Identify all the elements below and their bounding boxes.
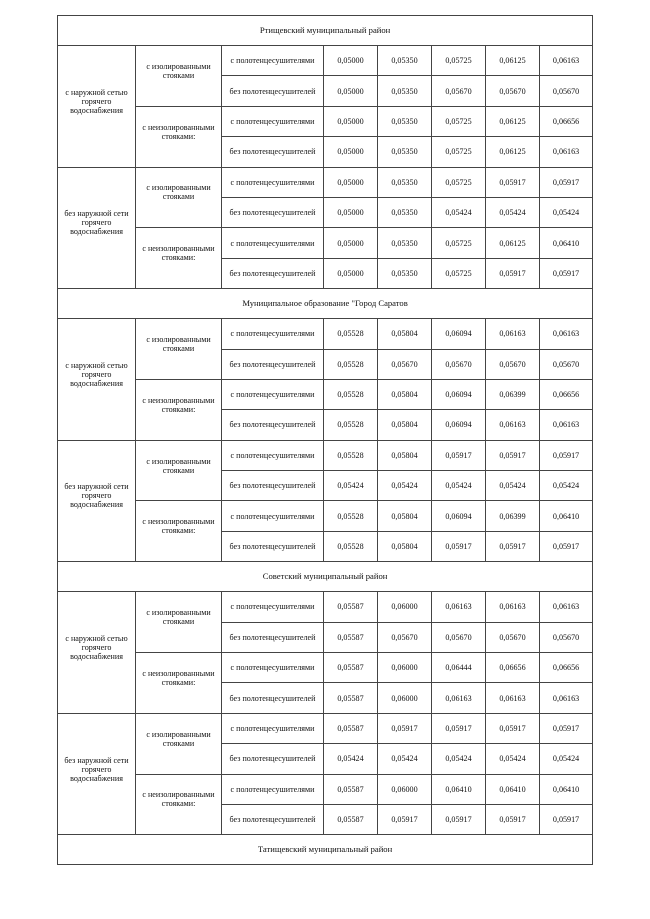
riser-type-cell — [136, 774, 222, 835]
norm-value-cell: 0,06000 — [378, 774, 432, 804]
towel-dryer-cell — [222, 592, 324, 622]
towel-dryer-label: с полотенцесушителями — [230, 116, 315, 126]
norm-value-cell: 0,05000 — [324, 258, 378, 288]
norm-value-cell: 0,05350 — [378, 46, 432, 76]
towel-dryer-cell — [222, 653, 324, 683]
towel-dryer-cell — [222, 713, 324, 743]
towel-dryer-cell — [222, 379, 324, 409]
network-type-cell — [58, 440, 136, 562]
riser-type-label: с изолированными стояками — [146, 729, 211, 748]
norm-value-cell: 0,05670 — [432, 349, 486, 379]
network-type-cell — [58, 46, 136, 168]
norm-value-cell: 0,05350 — [378, 106, 432, 136]
norm-value-cell: 0,05670 — [540, 349, 593, 379]
norm-value-cell: 0,05725 — [432, 228, 486, 258]
norm-value-cell: 0,06163 — [540, 46, 593, 76]
norm-value-cell: 0,05725 — [432, 137, 486, 167]
riser-type-label: с неизолированными стояками: — [142, 244, 215, 263]
towel-dryer-cell — [222, 804, 324, 834]
norm-value-cell: 0,05917 — [486, 167, 540, 197]
riser-type-label: с изолированными стояками — [146, 456, 211, 475]
norm-value-cell: 0,06163 — [432, 592, 486, 622]
norm-value-cell: 0,06163 — [540, 137, 593, 167]
norm-value-cell: 0,05917 — [432, 440, 486, 470]
norm-value-cell: 0,06094 — [432, 410, 486, 440]
norm-value-cell: 0,05804 — [378, 440, 432, 470]
norm-value-cell: 0,05917 — [486, 804, 540, 834]
towel-dryer-label: с полотенцесушителями — [230, 724, 315, 733]
towel-dryer-label: с полотенцесушителями — [230, 329, 315, 339]
towel-dryer-cell — [222, 137, 324, 167]
norm-value-cell: 0,05528 — [324, 319, 378, 349]
norm-value-cell: 0,06656 — [540, 653, 593, 683]
norm-value-cell: 0,06163 — [486, 410, 540, 440]
towel-dryer-label: без полотенцесушителей — [229, 359, 316, 369]
towel-dryer-cell — [222, 167, 324, 197]
norm-value-cell: 0,06163 — [486, 592, 540, 622]
towel-dryer-cell — [222, 440, 324, 470]
norm-value-cell: 0,06125 — [486, 137, 540, 167]
norm-value-cell: 0,06410 — [432, 774, 486, 804]
norm-value-cell: 0,06094 — [432, 319, 486, 349]
region-header: Ртищевский муниципальный район — [58, 16, 593, 46]
norm-value-cell: 0,05350 — [378, 167, 432, 197]
riser-type-cell — [136, 501, 222, 562]
norm-value-cell: 0,06410 — [486, 774, 540, 804]
norm-value-cell: 0,06163 — [486, 319, 540, 349]
towel-dryer-label: с полотенцесушителями — [230, 238, 315, 248]
norm-value-cell: 0,05528 — [324, 349, 378, 379]
norm-value-cell: 0,06000 — [378, 683, 432, 713]
norm-value-cell: 0,06163 — [540, 592, 593, 622]
towel-dryer-cell — [222, 501, 324, 531]
tariff-table — [57, 15, 593, 865]
towel-dryer-cell — [222, 622, 324, 652]
towel-dryer-label: без полотенцесушителей — [229, 693, 316, 703]
table-row — [58, 592, 593, 622]
norm-value-cell: 0,06410 — [540, 501, 593, 531]
region-header-row — [58, 289, 593, 319]
norm-value-cell: 0,05350 — [378, 258, 432, 288]
norm-value-cell: 0,05917 — [432, 531, 486, 561]
norm-value-cell: 0,05917 — [486, 440, 540, 470]
table-row — [58, 228, 593, 258]
norm-value-cell: 0,06410 — [540, 228, 593, 258]
towel-dryer-cell — [222, 46, 324, 76]
towel-dryer-cell — [222, 683, 324, 713]
table-row — [58, 774, 593, 804]
norm-value-cell: 0,06094 — [432, 379, 486, 409]
norm-value-cell: 0,05587 — [324, 713, 378, 743]
towel-dryer-cell — [222, 258, 324, 288]
norm-value-cell: 0,06656 — [540, 106, 593, 136]
towel-dryer-cell — [222, 471, 324, 501]
norm-value-cell: 0,05917 — [540, 713, 593, 743]
norm-value-cell: 0,05587 — [324, 653, 378, 683]
norm-value-cell: 0,05917 — [378, 713, 432, 743]
norm-value-cell: 0,05804 — [378, 379, 432, 409]
norm-value-cell: 0,05424 — [378, 471, 432, 501]
riser-type-label: с неизолированными стояками: — [142, 668, 215, 687]
riser-type-cell — [136, 106, 222, 167]
norm-value-cell: 0,06000 — [378, 653, 432, 683]
towel-dryer-label: без полотенцесушителей — [229, 632, 316, 642]
norm-value-cell: 0,05917 — [486, 258, 540, 288]
norm-value-cell: 0,05000 — [324, 46, 378, 76]
norm-value-cell: 0,05000 — [324, 197, 378, 227]
norm-value-cell: 0,05424 — [486, 744, 540, 774]
towel-dryer-cell — [222, 106, 324, 136]
norm-value-cell: 0,05424 — [324, 471, 378, 501]
towel-dryer-cell — [222, 410, 324, 440]
norm-value-cell: 0,05587 — [324, 774, 378, 804]
norm-value-cell: 0,06094 — [432, 501, 486, 531]
network-type-label: с наружной сетью горячего водоснабжения — [65, 634, 128, 662]
riser-type-label: с неизолированными стояками: — [142, 122, 215, 141]
network-type-cell — [58, 167, 136, 289]
norm-value-cell: 0,05917 — [432, 804, 486, 834]
table-row — [58, 46, 593, 76]
towel-dryer-label: с полотенцесушителями — [230, 663, 315, 673]
norm-value-cell: 0,05917 — [540, 440, 593, 470]
norm-value-cell: 0,05350 — [378, 137, 432, 167]
norm-value-cell: 0,05725 — [432, 106, 486, 136]
norm-value-cell: 0,05670 — [432, 622, 486, 652]
norm-value-cell: 0,05424 — [540, 471, 593, 501]
region-header: Татищевский муниципальный район — [58, 835, 593, 865]
region-header: Советский муниципальный район — [58, 562, 593, 592]
towel-dryer-cell — [222, 197, 324, 227]
norm-value-cell: 0,05587 — [324, 622, 378, 652]
norm-value-cell: 0,05670 — [486, 622, 540, 652]
norm-value-cell: 0,06444 — [432, 653, 486, 683]
norm-value-cell: 0,05804 — [378, 501, 432, 531]
riser-type-cell — [136, 592, 222, 653]
norm-value-cell: 0,05000 — [324, 76, 378, 106]
riser-type-label: с изолированными стояками — [146, 183, 211, 202]
network-type-label: без наружной сети горячего водоснабжения — [64, 482, 129, 510]
riser-type-cell — [136, 46, 222, 107]
towel-dryer-label: без полотенцесушителей — [229, 542, 316, 552]
network-type-label: с наружной сетью горячего водоснабжения — [65, 87, 128, 115]
norm-value-cell: 0,06163 — [540, 319, 593, 349]
norm-value-cell: 0,05670 — [432, 76, 486, 106]
towel-dryer-label: с полотенцесушителями — [230, 602, 315, 612]
towel-dryer-label: без полотенцесушителей — [229, 208, 316, 218]
towel-dryer-label: без полотенцесушителей — [229, 754, 316, 764]
norm-value-cell: 0,06163 — [540, 410, 593, 440]
riser-type-cell — [136, 653, 222, 714]
tariff-table-body — [58, 16, 593, 865]
norm-value-cell: 0,05917 — [540, 167, 593, 197]
towel-dryer-label: без полотенцесушителей — [229, 86, 316, 96]
riser-type-label: с изолированными стояками — [146, 61, 211, 80]
norm-value-cell: 0,06125 — [486, 46, 540, 76]
norm-value-cell: 0,05528 — [324, 440, 378, 470]
norm-value-cell: 0,05587 — [324, 592, 378, 622]
norm-value-cell: 0,05350 — [378, 76, 432, 106]
region-header-row — [58, 835, 593, 865]
norm-value-cell: 0,06656 — [486, 653, 540, 683]
table-row — [58, 106, 593, 136]
towel-dryer-label: с полотенцесушителями — [230, 450, 315, 460]
riser-type-cell — [136, 713, 222, 774]
norm-value-cell: 0,06000 — [378, 592, 432, 622]
riser-type-cell — [136, 440, 222, 501]
network-type-label: с наружной сетью горячего водоснабжения — [65, 360, 128, 388]
network-type-cell — [58, 319, 136, 441]
norm-value-cell: 0,05000 — [324, 106, 378, 136]
norm-value-cell: 0,05917 — [432, 713, 486, 743]
norm-value-cell: 0,05528 — [324, 531, 378, 561]
towel-dryer-cell — [222, 774, 324, 804]
towel-dryer-label: без полотенцесушителей — [229, 420, 316, 430]
table-row — [58, 653, 593, 683]
norm-value-cell: 0,05587 — [324, 683, 378, 713]
riser-type-cell — [136, 228, 222, 289]
norm-value-cell: 0,06656 — [540, 379, 593, 409]
towel-dryer-cell — [222, 319, 324, 349]
norm-value-cell: 0,06410 — [540, 774, 593, 804]
norm-value-cell: 0,06163 — [540, 683, 593, 713]
region-header-row — [58, 562, 593, 592]
towel-dryer-cell — [222, 228, 324, 258]
norm-value-cell: 0,05725 — [432, 167, 486, 197]
table-row — [58, 713, 593, 743]
norm-value-cell: 0,05424 — [540, 744, 593, 774]
norm-value-cell: 0,05000 — [324, 137, 378, 167]
norm-value-cell: 0,06163 — [486, 683, 540, 713]
norm-value-cell: 0,05670 — [486, 349, 540, 379]
region-header: Муниципальное образование "Город Саратов — [58, 289, 593, 319]
norm-value-cell: 0,05528 — [324, 410, 378, 440]
norm-value-cell: 0,05350 — [378, 228, 432, 258]
riser-type-cell — [136, 167, 222, 228]
riser-type-label: с неизолированными стояками: — [142, 517, 215, 536]
norm-value-cell: 0,05000 — [324, 228, 378, 258]
norm-value-cell: 0,05000 — [324, 167, 378, 197]
norm-value-cell: 0,05804 — [378, 410, 432, 440]
norm-value-cell: 0,05424 — [486, 197, 540, 227]
towel-dryer-label: без полотенцесушителей — [229, 481, 316, 491]
norm-value-cell: 0,05670 — [540, 622, 593, 652]
towel-dryer-cell — [222, 76, 324, 106]
norm-value-cell: 0,05917 — [540, 531, 593, 561]
norm-value-cell: 0,05587 — [324, 804, 378, 834]
network-type-cell — [58, 592, 136, 714]
table-row — [58, 167, 593, 197]
towel-dryer-label: с полотенцесушителями — [230, 56, 315, 66]
norm-value-cell: 0,05917 — [540, 804, 593, 834]
norm-value-cell: 0,05424 — [324, 744, 378, 774]
network-type-cell — [58, 713, 136, 835]
riser-type-cell — [136, 319, 222, 380]
riser-type-label: с неизолированными стояками: — [142, 790, 215, 809]
riser-type-cell — [136, 379, 222, 440]
towel-dryer-label: с полотенцесушителями — [230, 390, 315, 400]
norm-value-cell: 0,05424 — [432, 744, 486, 774]
towel-dryer-label: без полотенцесушителей — [229, 147, 316, 157]
norm-value-cell: 0,06399 — [486, 379, 540, 409]
norm-value-cell: 0,05424 — [540, 197, 593, 227]
norm-value-cell: 0,05424 — [378, 744, 432, 774]
norm-value-cell: 0,05670 — [378, 349, 432, 379]
table-row — [58, 501, 593, 531]
norm-value-cell: 0,05528 — [324, 379, 378, 409]
towel-dryer-cell — [222, 531, 324, 561]
norm-value-cell: 0,05917 — [378, 804, 432, 834]
norm-value-cell: 0,05725 — [432, 46, 486, 76]
towel-dryer-cell — [222, 349, 324, 379]
norm-value-cell: 0,05670 — [378, 622, 432, 652]
norm-value-cell: 0,05424 — [432, 197, 486, 227]
norm-value-cell: 0,05804 — [378, 319, 432, 349]
table-row — [58, 379, 593, 409]
table-row — [58, 440, 593, 470]
norm-value-cell: 0,05424 — [486, 471, 540, 501]
table-row — [58, 319, 593, 349]
norm-value-cell: 0,05670 — [540, 76, 593, 106]
norm-value-cell: 0,05670 — [486, 76, 540, 106]
norm-value-cell: 0,05725 — [432, 258, 486, 288]
towel-dryer-label: с полотенцесушителями — [230, 177, 315, 187]
norm-value-cell: 0,05917 — [486, 531, 540, 561]
norm-value-cell: 0,05350 — [378, 197, 432, 227]
network-type-label: без наружной сети горячего водоснабжения — [64, 209, 129, 237]
network-type-label: без наружной сети горячего водоснабжения — [64, 755, 129, 783]
norm-value-cell: 0,06163 — [432, 683, 486, 713]
towel-dryer-cell — [222, 744, 324, 774]
riser-type-label: с неизолированными стояками: — [142, 395, 215, 414]
riser-type-label: с изолированными стояками — [146, 608, 211, 627]
norm-value-cell: 0,05804 — [378, 531, 432, 561]
norm-value-cell: 0,06125 — [486, 228, 540, 258]
towel-dryer-label: с полотенцесушителями — [230, 511, 315, 521]
norm-value-cell: 0,05917 — [540, 258, 593, 288]
norm-value-cell: 0,06399 — [486, 501, 540, 531]
norm-value-cell: 0,05424 — [432, 471, 486, 501]
norm-value-cell: 0,05528 — [324, 501, 378, 531]
norm-value-cell: 0,05917 — [486, 713, 540, 743]
towel-dryer-label: с полотенцесушителями — [230, 784, 315, 794]
riser-type-label: с изолированными стояками — [146, 335, 211, 354]
towel-dryer-label: без полотенцесушителей — [229, 268, 316, 278]
norm-value-cell: 0,06125 — [486, 106, 540, 136]
region-header-row — [58, 16, 593, 46]
towel-dryer-label: без полотенцесушителей — [229, 815, 316, 825]
